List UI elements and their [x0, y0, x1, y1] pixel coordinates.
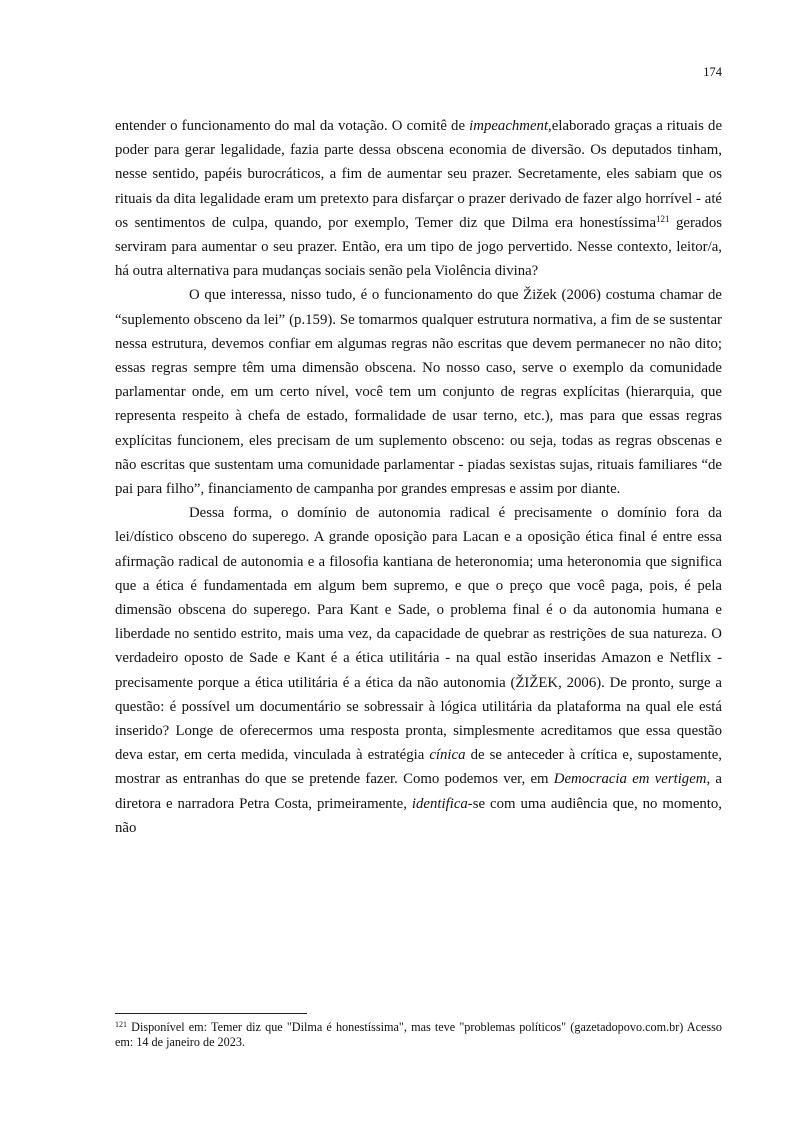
paragraph-3-italic-identifica: identifica [411, 795, 468, 812]
paragraph-1-text-c: gerados serviram para aumentar o seu prazer. Então, era um tipo de jogo pervertido. Nesse contexto, leitor/a, há outra alternativa para mudanças sociais senão pela Violência divina? [115, 214, 722, 280]
paragraph-1-italic-impeachment: impeachment, [469, 118, 552, 134]
paragraph-1 [115, 114, 722, 283]
footnote-separator [115, 1013, 307, 1014]
paragraph-3-italic-cinica: cínica [429, 747, 466, 764]
paragraph-3-italic-film-title: Democracia em vertigem [553, 771, 707, 788]
paragraph-3-text-a: Dessa forma, o domínio de autonomia radical é precisamente o domínio fora da lei/dístico obsceno do superego. A grande oposição para Lacan e a oposição ética final é entre essa afirmação radical de autonomia e a filosofia kantiana de heteronomia; uma heteronomia que significa que a ética é fundamentada em algum bem supremo, e que o preço que você paga, pois, é pela dimensão obscena do superego. Para Kant e Sade, o problema final é o da autonomia humana e liberdade no sentido estrito, mais uma vez, da capacidade de quebrar as restrições de sua natureza. O verdadeiro oposto de Sade e Kant é a ética utilitária - na qual estão inseridas Amazon e Netflix - precisamente porque a ética utilitária é a ética da não autonomia (ŽIŽEK, 2006). De pronto, surge a questão: é possível um documentário se sobressair à lógica utilitária da plataforma na qual ele está inserido? Longe de oferecermos uma resposta pronta, simplesmente acreditamos que essa questão deva estar, em certa medida, vinculada à estratégia [115, 505, 722, 764]
footnote [115, 1020, 722, 1050]
body-text [115, 114, 722, 840]
page-number: 174 [703, 65, 722, 79]
footnote-text: Disponível em: Temer diz que "Dilma é honestíssima", mas teve "problemas políticos" (gazetadopovo.com.br) Acesso em: 14 de janeiro de 2023. [115, 1020, 722, 1049]
paragraph-3-text-d: -se com uma audiência que, no momento, não [115, 795, 723, 836]
paragraph-3-text-b: de se anteceder à crítica e, supostamente, mostrar as entranhas do que se pretende fazer. Como podemos ver, em [115, 747, 722, 788]
paragraph-1-text-b: elaborado graças a rituais de poder para gerar legalidade, fazia parte dessa obscena economia de diversão. Os deputados tinham, nesse sentido, papéis burocráticos, a fim de aumentar seu prazer. Secretamente, eles sabiam que os rituais da dita legalidade eram um pretexto para disfarçar o prazer derivado de fazer algo horrível - até os sentimentos de culpa, quando, por exemplo, Temer diz que Dilma era honestíssima [115, 118, 723, 231]
paragraph-3-text-c: , a diretora e narradora Petra Costa, primeiramente, [115, 771, 722, 812]
paragraph-1-text-a: entender o funcionamento do mal da votação. O comitê de [115, 118, 470, 134]
paragraph-2: O que interessa, nisso tudo, é o funcionamento do que Žižek (2006) costuma chamar de “suplemento obsceno da lei” (p.159). Se tomarmos qualquer estrutura normativa, a fim de se sustentar nessa estrutura, devemos confiar em algumas regras não escritas que devem permanecer no não dito; essas regras sempre têm uma dimensão obscena. No nosso caso, serve o exemplo da comunidade parlamentar onde, em um certo nível, você tem um conjunto de regras explícitas (hierarquia, que representa respeito à chefa de estado, formalidade de usar terno, etc.), mas para que essas regras explícitas funcionem, eles precisam de um suplemento obsceno: ou seja, todas as regras obscenas e não escritas que sustentam uma comunidade parlamentar - piadas sexistas sujas, rituais familiares “de pai para filho”, financiamento de campanha por grandes empresas e assim por diante. [115, 287, 722, 498]
footnote-number: 121 [115, 1020, 127, 1029]
footnote-reference[interactable]: 121 [656, 213, 670, 224]
paragraph-3 [115, 501, 722, 840]
